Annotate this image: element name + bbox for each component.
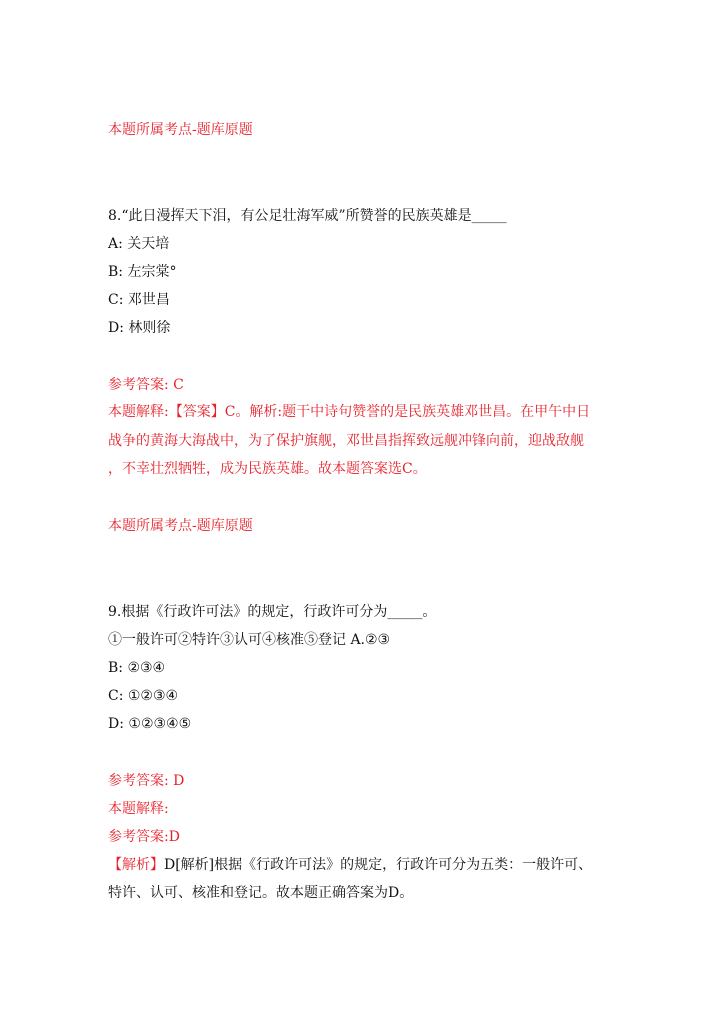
question-9-explanation-line-1: [108, 855, 592, 875]
question-8-source-label: 本题所属考点-题库原题: [108, 518, 253, 534]
question-8-option-c: C: 邓世昌: [108, 292, 170, 308]
question-9-text: 9.根据《行政许可法》的规定，行政许可分为_____。: [108, 604, 437, 620]
question-9-option-b: B: ②③④: [108, 660, 166, 676]
analysis-tag: 【解析】: [108, 857, 164, 873]
question-9-option-line-1: ①一般许可②特许③认可④核准⑤登记 A.②③: [108, 632, 391, 648]
question-9-explanation-text-1: D[解析]根据《行政许可法》的规定，行政许可分为五类：一般许可、: [164, 857, 593, 873]
question-9-answer-repeat: 参考答案:D: [108, 829, 180, 845]
question-9-explanation-label: 本题解释:: [108, 801, 169, 817]
question-8-option-d: D: 林则徐: [108, 320, 171, 336]
question-9-option-d: D: ①②③④⑤: [108, 716, 192, 732]
question-9-explanation-line-2: 特许、认可、核准和登记。故本题正确答案为D。: [108, 885, 414, 901]
question-8-option-b: B: 左宗棠°: [108, 264, 177, 280]
question-8-text: 8.“此日漫挥天下泪，有公足壮海军威”所赞誉的民族英雄是_____: [108, 208, 507, 224]
question-8-explanation-line-2: 战争的黄海大海战中，为了保护旗舰，邓世昌指挥致远舰冲锋向前，迎战敌舰: [108, 433, 584, 449]
question-9-answer: 参考答案: D: [108, 773, 185, 789]
source-label-top: 本题所属考点-题库原题: [108, 122, 253, 138]
question-8-explanation-line-1: 本题解释:【答案】C。解析:题干中诗句赞誉的是民族英雄邓世昌。在甲午中日: [108, 404, 591, 420]
question-9-option-c: C: ①②③④: [108, 688, 179, 704]
question-8-option-a: A: 关天培: [108, 236, 170, 252]
question-8-answer: 参考答案: C: [108, 377, 184, 393]
question-8-explanation-line-3: ，不幸壮烈牺牲，成为民族英雄。故本题答案选C。: [108, 461, 427, 477]
